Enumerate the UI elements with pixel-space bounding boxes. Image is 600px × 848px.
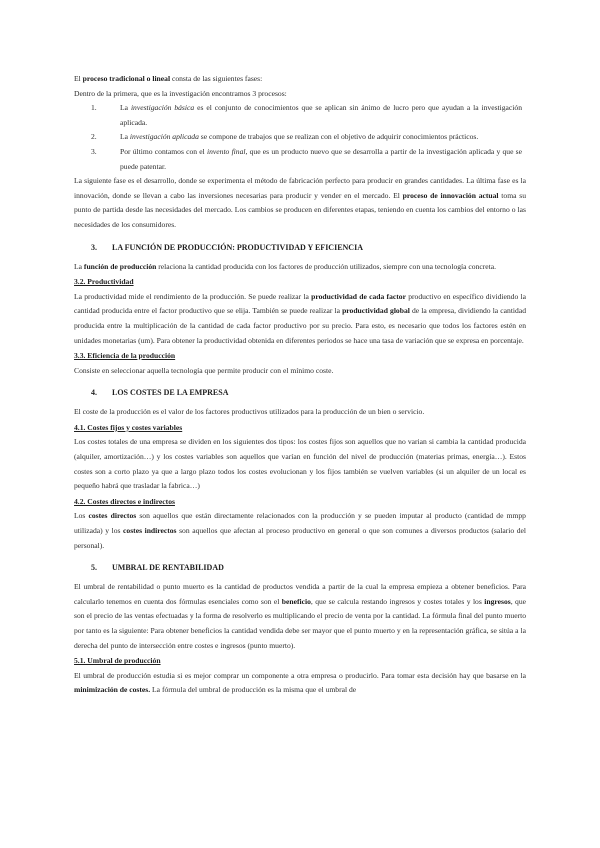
text: Por último contamos con el [120,146,207,156]
bold-term: productividad de cada factor [311,291,406,301]
italic-term: investigación básica [130,103,195,113]
list-item [74,145,526,174]
section-3-paragraph [74,260,526,275]
research-list [74,101,526,174]
text: El umbral de rentabilidad o punto muerto es la cantidad de productos vendida a partir de la cual la empresa empieza a obtener beneficios. Para calcularlo tenemos en cuenta dos fórmulas esenciales como son el [74,582,526,606]
text: se compone de trabajos que se realizan con el objetivo de adquirir conocimientos prácticos. [198,132,479,142]
text: La [74,261,84,271]
section-title: LA FUNCIÓN DE PRODUCCIÓN: PRODUCTIVIDAD Y EFICIENCIA [112,242,363,252]
text: son aquellos que están directamente relacionados con la producción y se pueden imputar al producto (cantidad de mmpp utilizada) y los [74,511,526,536]
text: El [74,74,83,83]
section-3-heading [74,242,526,254]
text: La productividad mide el rendimiento de la producción. Se puede realizar la [74,291,312,301]
text: relaciona la cantidad producida con los factores de producción utilizados, siempre con una tecnología concreta. [156,261,497,271]
section-4-paragraph: El coste de la producción es el valor de los factores productivos utilizados para la producción de un bien o servicio. [74,407,425,417]
intro-paragraph-2: Dentro de la primera, que es la investigación encontramos 3 procesos: [74,88,287,98]
list-number: 3. [91,146,97,156]
text: La fórmula del umbral de producción es la misma que el umbral de [150,685,357,695]
subsection-3-3-heading: 3.3. Eficiencia de la producción [74,351,176,361]
text: son aquellos que afectan al proceso productivo en general o que son comunes a diversos productos (salario del personal). [74,526,526,550]
list-item [74,130,526,145]
subsection-4-2-heading: 4.2. Costes directos e indirectos [74,496,175,506]
text: , que es un producto nuevo que se desarrolla a partir de la investigación aplicada y que se puede patentar. [120,146,523,171]
text: es el conjunto de conocimientos que se aplican sin ánimo de lucro pero que ayudan a la investigación aplicada. [120,103,522,127]
text: productivo en específico dividiendo la cantidad producida entre el factor productivo que se elija. También se puede realizar la [74,291,526,316]
section-5-heading [74,562,526,574]
section-number: 4. [91,388,97,398]
bold-term: productividad global [342,306,410,316]
subsection-3-3-paragraph: Consiste en seleccionar aquella tecnología que permite producir con el mínimo coste. [74,365,334,375]
bold-term: costes directos [88,511,137,521]
list-number: 2. [91,132,97,142]
text: La siguiente fase es el desarrollo, donde se experimenta el método de fabricación perfecto para producir en grandes cantidades. La última fase es la innovación, donde se llevan a cabo las inversiones necesarias para producir y vender en el mercado. El [74,176,526,200]
text: de la empresa, dividiendo la cantidad producida entre la multiplicación de la cantidad de cada factor productivo por su precio. Para esto, es necesario que todos los factores estén en unidades monetarias (um). Para obtener la productividad obtenida en diferentes periodos se hace una tasa de variación que se expresa en porcentaje. [74,306,527,345]
section-4-heading [74,387,526,399]
text: , que se calcula restando ingresos y costes totales y los [310,596,485,606]
text: , que son el precio de las ventas efectuadas y la forma de resolverlo es multiplicando el precio de venta por la cantidad. La fórmula final del punto muerto por tanto es la siguiente: Para obtener beneficios la cantidad vendida debe ser mayor que el punto muerto y en la representación gráfica, se sitúa a la derecha del punto de intersección entre costes e ingresos (punto muerto). [74,596,526,650]
section-title: UMBRAL DE RENTABILIDAD [112,563,224,573]
text: La [120,103,131,113]
text: El umbral de producción estudia si es mejor comprar un componente a otra empresa o producirlo. Para tomar esta decisión hay que basarse en la [74,670,526,680]
intro-paragraph-1 [74,72,526,87]
subsection-5-1-paragraph [74,669,526,698]
list-item [74,101,526,130]
bold-term: proceso de innovación actual [402,190,499,200]
subsection-4-1-heading: 4.1. Costes fijos y costes variables [74,422,183,432]
text: Los [74,511,89,521]
subsection-3-2-paragraph [74,290,526,348]
text: consta de las siguientes fases: [170,74,263,83]
subsection-5-1-heading: 5.1. Umbral de producción [74,656,161,666]
phases-paragraph [74,174,526,232]
text: La [120,132,130,142]
bold-term: ingresos [484,596,511,606]
subsection-3-2-heading: 3.2. Productividad [74,277,134,287]
bold-term: costes indirectos [123,526,177,536]
subsection-4-2-paragraph [74,509,526,553]
bold-term: beneficio [281,596,311,606]
bold-term: proceso tradicional o lineal [82,74,171,83]
italic-term: investigación aplicada [129,132,199,142]
section-number: 5. [91,563,97,573]
section-number: 3. [91,242,97,252]
section-5-paragraph [74,580,526,653]
text: toma su punto de partida desde las necesidades del mercado. Los cambios se producen en diferentes etapas, teniendo en cuenta los cambios del entorno o las necesidades de los consumidores. [74,190,527,229]
bold-term: minimización de costes. [74,685,151,695]
subsection-4-1-paragraph: Los costes totales de una empresa se dividen en los siguientes dos tipos: los costes fijos son aquellos que no varian si cambia la cantidad producida (alquiler, amortización…) y los costes variables son aquellos que varían en función del nivel de producción (materias primas, energía…). Estos costes son a corto plazo ya que a largo plazo todos los costes evolucionan y los fijos también se vuelven variables (si un alquiler de un local es pequeño habrá que trasladar la fabrica…) [74,437,526,491]
italic-term: invento final [207,146,246,156]
bold-term: función de producción [83,261,157,271]
section-title: LOS COSTES DE LA EMPRESA [112,388,229,398]
list-number: 1. [91,103,97,113]
